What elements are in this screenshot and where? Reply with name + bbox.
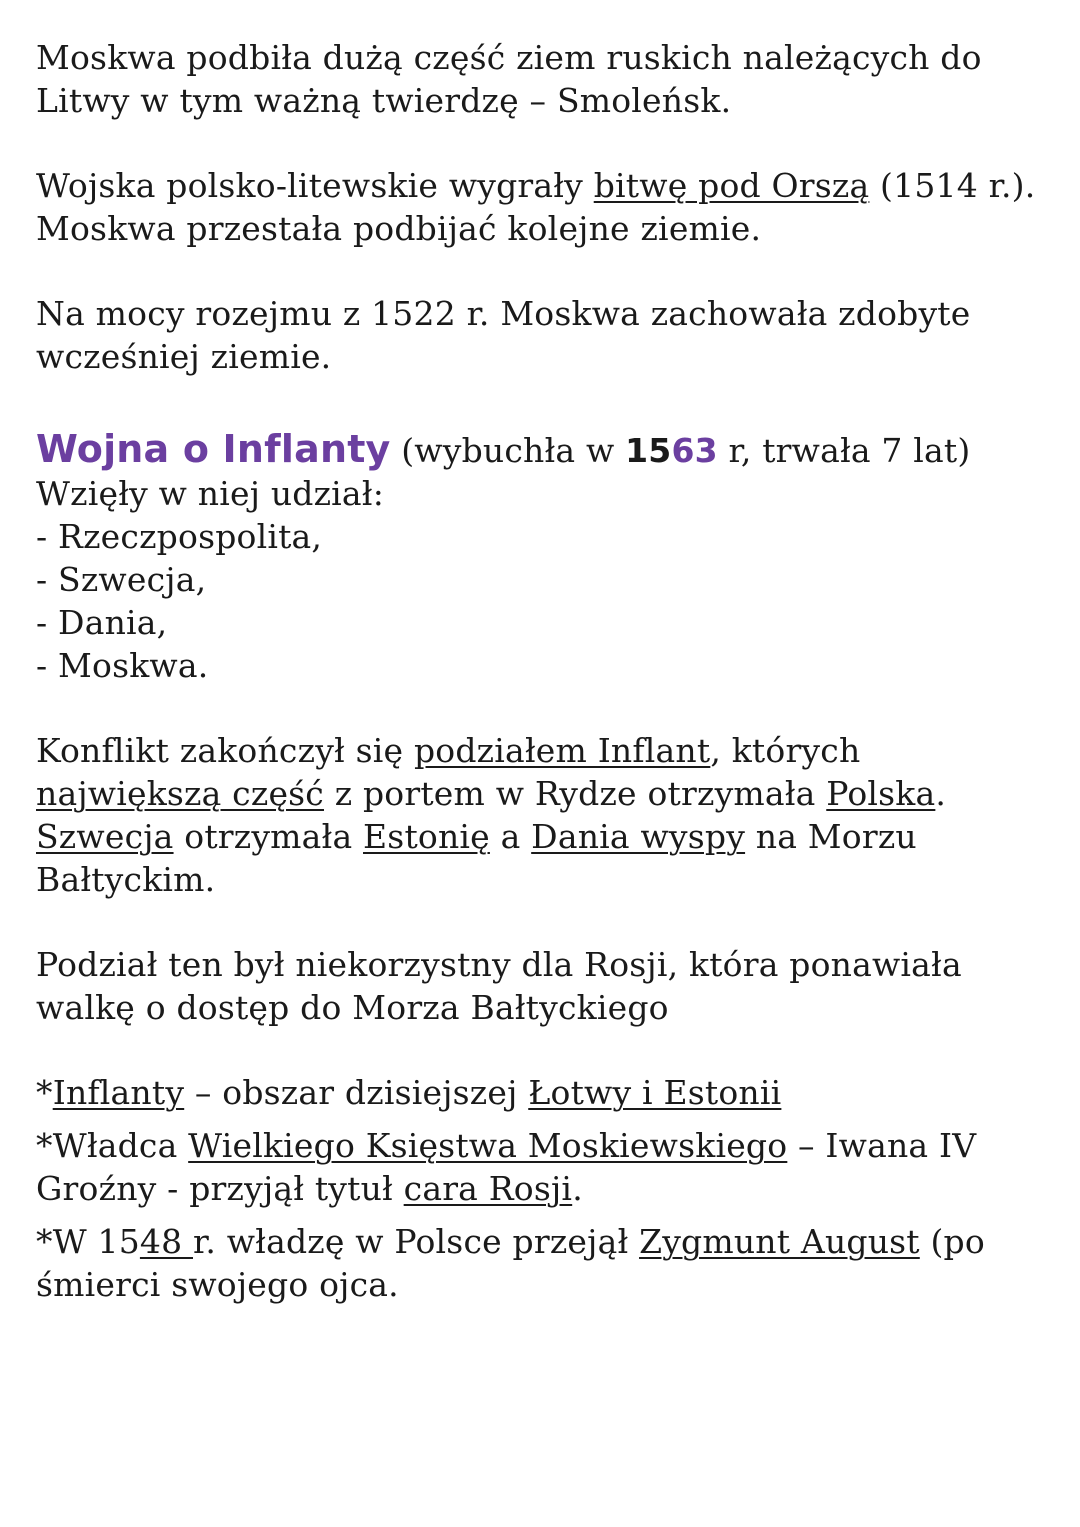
- text-segment: Wojska polsko-litewskie wygrały: [36, 166, 594, 205]
- participants-intro: Wzięły w niej udział:: [36, 474, 385, 513]
- text-segment: – Iwana IV Groźny - przyjął tytuł: [36, 1126, 977, 1208]
- text-segment: z portem w Rydze otrzymała: [324, 774, 827, 813]
- underlined-term: cara Rosji: [403, 1169, 573, 1208]
- text-segment: *W 15: [36, 1222, 140, 1261]
- underlined-term: największą część: [36, 774, 324, 813]
- section-heading: Wojna o Inflanty: [36, 427, 391, 471]
- paragraph-smolensk: Moskwa podbiła dużą część ziem ruskich należących do Litwy w tym ważną twierdzę – Smoleńsk.: [36, 38, 982, 120]
- text-segment: (po śmierci swojego ojca.: [36, 1222, 985, 1304]
- text-segment: r. władzę w Polsce przejął: [193, 1222, 640, 1261]
- underlined-term: Inflanty: [52, 1073, 185, 1112]
- text-segment: , których: [710, 731, 861, 770]
- text-segment: *: [36, 1073, 53, 1112]
- heading-note: (wybuchła w: [390, 431, 626, 470]
- text-segment: a: [489, 817, 532, 856]
- paragraph-rozejm: Na mocy rozejmu z 1522 r. Moskwa zachowała zdobyte wcześniej ziemie.: [36, 294, 971, 376]
- underlined-term: podziałem Inflant: [413, 731, 711, 770]
- year-part: 15: [625, 431, 672, 470]
- paragraph-konflikt: [36, 729, 1046, 901]
- list-item: - Moskwa.: [36, 646, 209, 685]
- list-item: - Szwecja,: [36, 560, 207, 599]
- text-segment: .: [572, 1169, 583, 1208]
- text-segment: Konflikt zakończył się: [36, 731, 414, 770]
- text-segment: (1514 r.). Moskwa przestała podbijać kolejne ziemie.: [36, 166, 1036, 248]
- text-segment: .: [935, 774, 947, 813]
- list-item: - Dania,: [36, 603, 168, 642]
- underlined-term: bitwę pod Orszą: [593, 166, 870, 205]
- section-heading-line: [36, 428, 1046, 472]
- paragraph-podzial: Podział ten był niekorzystny dla Rosji, która ponawiała walkę o dostęp do Morza Bałtyckiego: [36, 945, 962, 1027]
- paragraph-orsza: [36, 164, 1046, 250]
- note-zygmunt: [36, 1220, 1046, 1306]
- underlined-term: Polska: [826, 774, 936, 813]
- underlined-term: Wielkiego Księstwa Moskiewskiego: [188, 1126, 788, 1165]
- underlined-term: 48: [139, 1222, 193, 1261]
- underlined-term: Estonię: [363, 817, 490, 856]
- text-segment: – obszar dzisiejszej: [184, 1073, 529, 1112]
- underlined-term: Zygmunt August: [639, 1222, 920, 1261]
- year-part-highlight: 63: [671, 431, 718, 470]
- document-page: [36, 36, 1046, 1306]
- underlined-term: Szwecja: [36, 817, 174, 856]
- note-inflanty: [36, 1071, 1046, 1114]
- note-wladca: [36, 1124, 1046, 1210]
- underlined-term: Dania wyspy: [531, 817, 746, 856]
- text-segment: *Władca: [36, 1126, 189, 1165]
- list-item: - Rzeczpospolita,: [36, 517, 323, 556]
- heading-note: r, trwała 7 lat): [717, 431, 971, 470]
- underlined-term: Łotwy i Estonii: [528, 1073, 782, 1112]
- text-segment: na Morzu Bałtyckim.: [36, 817, 917, 899]
- text-segment: otrzymała: [173, 817, 364, 856]
